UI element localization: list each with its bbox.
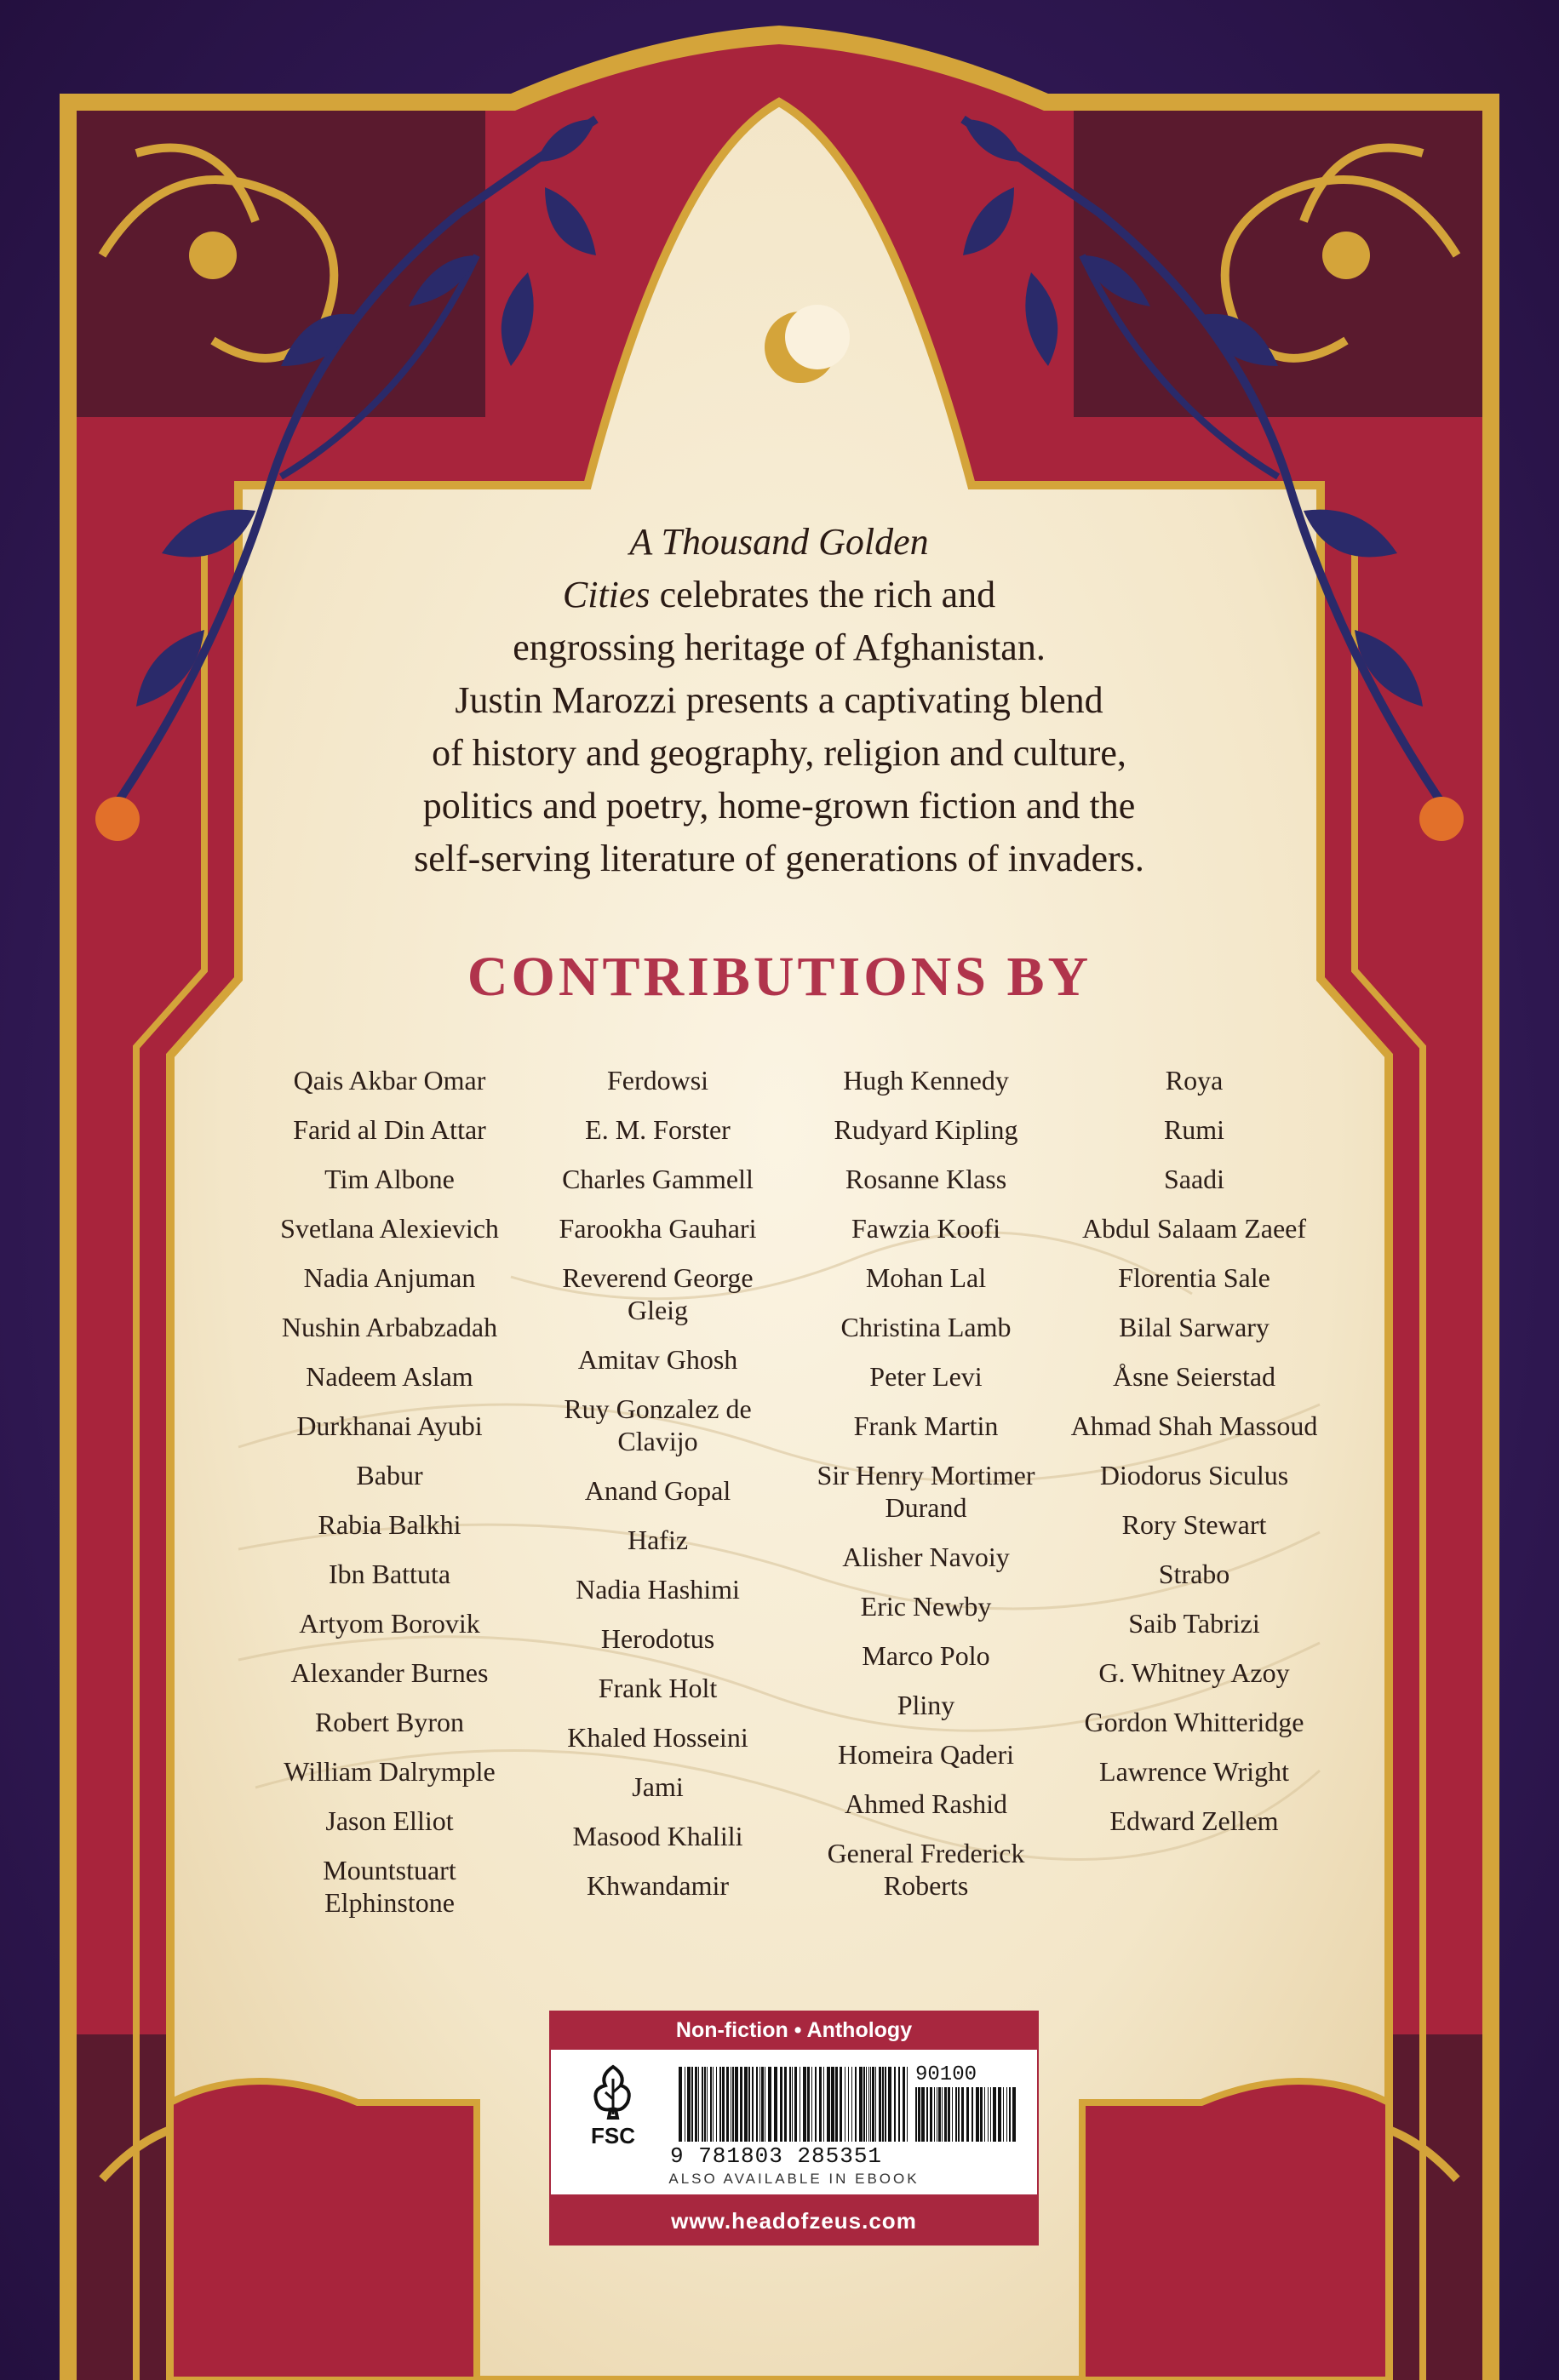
barcode-bar (835, 2067, 838, 2142)
barcode-bar (966, 2087, 969, 2142)
barcode-bar (823, 2067, 824, 2142)
barcode-bar (952, 2087, 953, 2142)
barcode-bar (955, 2087, 957, 2142)
blurb-line6: politics and poetry, home-grown fiction and the (422, 785, 1136, 827)
barcode-bar (961, 2087, 964, 2142)
barcode-bar (716, 2067, 717, 2142)
barcode-bar (984, 2087, 985, 2142)
barcode-bar (894, 2067, 896, 2142)
contributor-name: Mountstuart Elphinstone (323, 1855, 456, 1918)
barcode-bar (819, 2067, 822, 2142)
orange-fruit-icon (1419, 797, 1464, 841)
barcode-bar (774, 2067, 777, 2142)
barcode-bar (1003, 2087, 1004, 2142)
contributor-name: Edward Zellem (1109, 1805, 1279, 1836)
contributor-name: Hugh Kennedy (843, 1065, 1009, 1096)
contributor-name: Durkhanai Ayubi (296, 1410, 483, 1441)
contributor-name: Rosanne Klass (845, 1164, 1007, 1194)
barcode-bar (926, 2087, 928, 2142)
contributor-name: Farookha Gauhari (559, 1213, 757, 1244)
blurb-line4: Justin Marozzi presents a captivating blend (455, 679, 1103, 721)
barcode-box (549, 2050, 1039, 2196)
barcode-bar (702, 2067, 703, 2142)
contributor-name: Mohan Lal (865, 1262, 987, 1293)
contributor-name: Jami (632, 1771, 684, 1802)
barcode-bar (868, 2067, 869, 2142)
contributor-name: Sir Henry Mortimer Durand (817, 1460, 1035, 1523)
contributor-name: Åsne Seierstad (1112, 1361, 1276, 1392)
contributor-name: Rabia Balkhi (318, 1509, 461, 1540)
barcode-bar (695, 2067, 697, 2142)
contributor-name: Lawrence Wright (1099, 1756, 1289, 1787)
barcode-bar (803, 2067, 806, 2142)
barcode-bar (972, 2087, 973, 2142)
fsc-label: FSC (591, 2123, 635, 2148)
contributor-name: Gordon Whitteridge (1084, 1707, 1304, 1737)
orange-fruit-icon (95, 797, 140, 841)
contributor-name: Masood Khalili (572, 1821, 743, 1851)
contributor-name: Fawzia Koofi (851, 1213, 1001, 1244)
barcode-bar (851, 2067, 852, 2142)
barcode-bar (704, 2067, 706, 2142)
contributor-name: Frank Martin (853, 1410, 999, 1441)
contributor-name: Saadi (1163, 1164, 1225, 1194)
contributor-name: Christina Lamb (840, 1312, 1012, 1342)
barcode-bar (707, 2067, 708, 2142)
fsc-tree-icon (583, 2063, 643, 2120)
barcode-bar (907, 2067, 908, 2142)
barcode-bar (726, 2067, 729, 2142)
blurb-line3: engrossing heritage of Afghanistan. (513, 626, 1046, 668)
barcode-bar (980, 2087, 983, 2142)
barcode-bar (934, 2087, 935, 2142)
contributor-name: Farid al Din Attar (293, 1114, 486, 1145)
barcode-bar (879, 2067, 881, 2142)
contributor-name: Ibn Battuta (328, 1559, 451, 1589)
contributor-name: Nadia Anjuman (303, 1262, 476, 1293)
contributors-column-4 (1060, 1064, 1328, 1936)
barcode-bar (898, 2067, 900, 2142)
contributor-name: Anand Gopal (584, 1475, 731, 1506)
barcode-bar (756, 2067, 758, 2142)
barcode-bar (840, 2067, 842, 2142)
contributor-name: Ahmad Shah Massoud (1070, 1410, 1318, 1441)
contributor-name: Alexander Burnes (290, 1657, 489, 1688)
contributor-name: General Frederick Roberts (827, 1838, 1025, 1901)
contributor-name: Ahmed Rashid (844, 1788, 1008, 1819)
barcode-bar (1012, 2087, 1016, 2142)
barcode-bar (944, 2087, 947, 2142)
barcode-bar (815, 2067, 817, 2142)
barcode-bar (903, 2067, 905, 2142)
contributor-name: Herodotus (600, 1623, 715, 1654)
contributor-name: Rory Stewart (1121, 1509, 1267, 1540)
contributor-name: Florentia Sale (1118, 1262, 1270, 1293)
barcode-bar (831, 2067, 834, 2142)
contributor-name: Strabo (1158, 1559, 1230, 1589)
barcode-bar (744, 2067, 748, 2142)
barcode-bar (732, 2067, 734, 2142)
barcode-bar (915, 2087, 917, 2142)
contributor-name: Khaled Hosseini (567, 1722, 748, 1753)
barcode-bar (870, 2067, 871, 2142)
contributions-heading: CONTRIBUTIONS BY (467, 946, 1092, 1008)
barcode-bar (990, 2087, 991, 2142)
contributor-name: Hafiz (627, 1525, 689, 1555)
contributor-name: William Dalrymple (284, 1756, 496, 1787)
contributor-name: G. Whitney Azoy (1098, 1657, 1290, 1688)
fsc-logo (566, 2063, 660, 2149)
barcode-bar (885, 2067, 886, 2142)
barcode-bar (993, 2087, 996, 2142)
contributors-column-3 (792, 1064, 1060, 1936)
contributor-name: Khwandamir (586, 1870, 730, 1901)
barcode-bar (958, 2087, 960, 2142)
contributor-name: Ferdowsi (606, 1065, 709, 1096)
barcode-bar (998, 2087, 1001, 2142)
contributor-name: Reverend George Gleig (562, 1262, 754, 1325)
contributors-column-2 (524, 1064, 792, 1936)
barcode-bar (713, 2067, 714, 2142)
barcode-bar (792, 2067, 793, 2142)
contributor-name: Roya (1165, 1065, 1224, 1096)
barcode-bar (1009, 2087, 1011, 2142)
isbn-barcode (679, 2067, 908, 2142)
barcode-bar (863, 2067, 865, 2142)
barcode-bar (794, 2067, 797, 2142)
contributor-name: Qais Akbar Omar (293, 1065, 486, 1096)
contributor-name: Tim Albone (324, 1164, 455, 1194)
barcode-bar (719, 2067, 721, 2142)
genre-label: Non-fiction • Anthology (549, 2011, 1039, 2050)
barcode-bar (848, 2067, 849, 2142)
price-code: 90100 (915, 2063, 977, 2086)
contributor-name: Amitav Ghosh (577, 1344, 738, 1375)
contributor-name: Pliny (897, 1690, 955, 1720)
barcode-bar (780, 2067, 782, 2142)
blurb-title-part1: A Thousand Golden (629, 521, 929, 563)
contributor-name: Homeira Qaderi (837, 1739, 1014, 1770)
isbn-number: 9 781803 285351 (670, 2143, 883, 2169)
contributor-name: E. M. Forster (585, 1114, 731, 1145)
contributor-name: Peter Levi (869, 1361, 983, 1392)
barcode-bar (988, 2087, 989, 2142)
barcode-bar (827, 2067, 830, 2142)
barcode-bar (679, 2067, 682, 2142)
blurb-line7: self-serving literature of generations of invaders. (414, 838, 1144, 879)
contributor-name: Charles Gammell (562, 1164, 754, 1194)
barcode-bar (687, 2067, 691, 2142)
barcode-bar (938, 2087, 941, 2142)
contributor-name: Frank Holt (598, 1673, 718, 1703)
ebook-note: ALSO AVAILABLE IN EBOOK (668, 2171, 920, 2187)
barcode-bar (740, 2067, 742, 2142)
contributor-name: Eric Newby (860, 1591, 992, 1622)
barcode-bar (918, 2087, 920, 2142)
barcode-bar (976, 2087, 979, 2142)
contributor-name: Rudyard Kipling (834, 1114, 1018, 1145)
price-barcode (915, 2087, 1017, 2142)
contributors-list (255, 1064, 1328, 1936)
blurb-line5: of history and geography, religion and culture, (432, 732, 1126, 774)
contributor-name: Bilal Sarwary (1119, 1312, 1270, 1342)
contributor-name: Rumi (1163, 1114, 1225, 1145)
contributor-name: Artyom Borovik (299, 1608, 480, 1639)
book-blurb (324, 516, 1235, 885)
barcode-bar (752, 2067, 754, 2142)
contributor-name: Abdul Salaam Zaeef (1082, 1213, 1306, 1244)
barcode-bar (759, 2067, 760, 2142)
contributor-name: Svetlana Alexievich (280, 1213, 499, 1244)
barcode-bar (872, 2067, 874, 2142)
contributor-name: Robert Byron (314, 1707, 465, 1737)
barcode-bar (710, 2067, 712, 2142)
barcode-sticker (549, 2011, 1039, 2246)
contributor-name: Saib Tabrizi (1128, 1608, 1260, 1639)
barcode-bar (875, 2067, 876, 2142)
barcode-bar (859, 2067, 863, 2142)
barcode-bar (855, 2067, 857, 2142)
contributors-column-1 (255, 1064, 524, 1936)
barcode-bar (784, 2067, 787, 2142)
barcode-bar (761, 2067, 764, 2142)
barcode-bar (942, 2087, 943, 2142)
barcode-bar (698, 2067, 699, 2142)
contributor-name: Marco Polo (862, 1640, 990, 1671)
barcode-bar (921, 2087, 925, 2142)
contributor-name: Jason Elliot (325, 1805, 454, 1836)
barcode-bar (691, 2067, 693, 2142)
contributor-name: Alisher Navoiy (842, 1542, 1010, 1572)
barcode-bar (722, 2067, 725, 2142)
barcode-bar (930, 2087, 932, 2142)
contributor-name: Nadia Hashimi (576, 1574, 740, 1605)
barcode-bar (768, 2067, 771, 2142)
barcode-bar (807, 2067, 810, 2142)
publisher-website: www.headofzeus.com (549, 2196, 1039, 2246)
blurb-title-part2: Cities (562, 574, 651, 615)
contributor-name: Diodorus Siculus (1099, 1460, 1289, 1490)
barcode-bar (789, 2067, 791, 2142)
barcode-bar (948, 2087, 950, 2142)
barcode-bar (1006, 2087, 1007, 2142)
contributor-name: Nadeem Aslam (306, 1361, 473, 1392)
barcode-bar (888, 2067, 891, 2142)
barcode-bar (866, 2067, 867, 2142)
contributor-name: Nushin Arbabzadah (281, 1312, 498, 1342)
barcode-bar (735, 2067, 738, 2142)
blurb-line2: celebrates the rich and (650, 574, 996, 615)
barcode-bar (882, 2067, 884, 2142)
barcode-bar (811, 2067, 812, 2142)
barcode-bar (748, 2067, 750, 2142)
contributor-name: Ruy Gonzalez de Clavijo (564, 1393, 752, 1456)
contributor-name: Babur (356, 1460, 423, 1490)
